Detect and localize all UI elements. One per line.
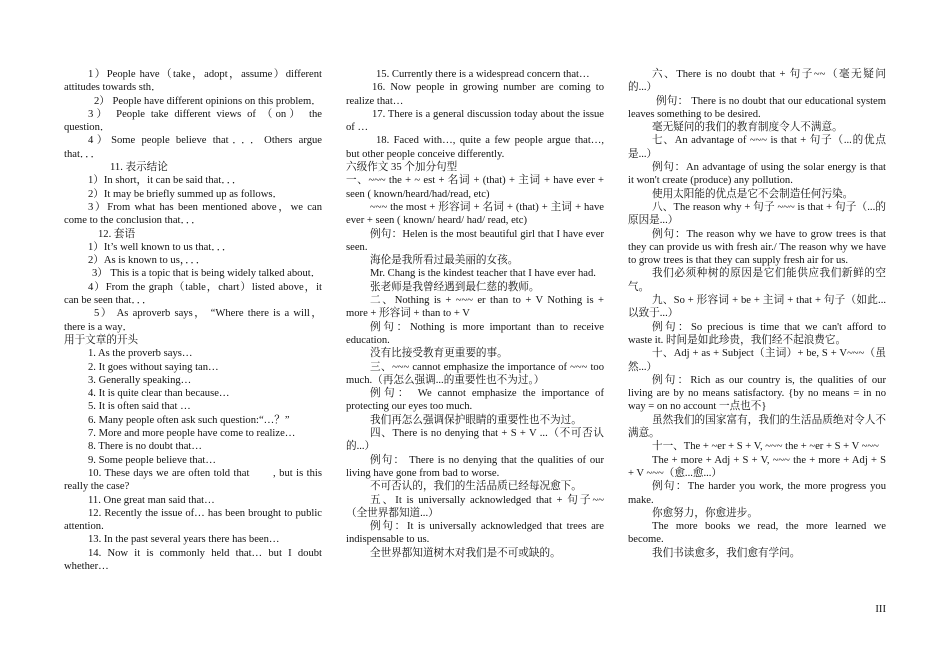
paragraph: 十一、The + ~er + S + V, ~~~ the + ~er + S + V ~~~ [652,441,879,453]
paragraph: 我们书读愈多，我们愈有学问。 [652,547,801,559]
paragraph: 我们再怎么强调保护眼睛的重要性也不为过。 [370,414,582,426]
paragraph: 18. Faced with…, quite a few people argue that…, but other people conceive differently. [346,135,604,160]
paragraph: 例句：Rich as our country is, the qualities of our living are by no means satisfactory. {by no means = in no way = on no account 一点也不} [628,374,886,413]
paragraph: 八、The reason why + 句子 ~~~ is that + 句子（...的原因是...） [628,201,886,227]
paragraph: The more books we read, the more learned we become. [628,521,886,546]
paragraph: 10. These days we are often told that , but is this really the case? [64,467,322,493]
paragraph: 2） People have different opinions on this problem． [94,95,322,107]
paragraph: 17. There is a general discussion today about the issue of … [346,108,604,134]
paragraph: 16. Now people in growing number are coming to realize that… [346,82,604,107]
paragraph: 例句： There is no denying that the qualities of our living have gone from bad to worse. [346,454,604,479]
paragraph: The + more + Adj + S + V, ~~~ the + more + Adj + S + V ~~~（愈...愈...） [628,454,886,479]
paragraph: 4）From the graph（table，chart）listed above，it can be seen that．．． [64,281,322,307]
paragraph: 例句： There is no doubt that our educational system leaves something to be desired. [628,95,886,120]
paragraph: 8. There is no doubt that… [88,441,202,453]
paragraph: 2. It goes without saying tan… [88,361,219,373]
paragraph: 我们必须种树的原因是它们能供应我们新鲜的空气。 [628,268,886,293]
paragraph: 没有比接受教育更重要的事。 [370,348,508,360]
paragraph: 一、~~~ the + ~ est + 名词 + (that) + 主词 + have ever + seen ( known/heard/had/read, etc) [346,175,604,200]
paragraph: 4. It is quite clear than because… [88,388,230,400]
paragraph: 7. More and more people have come to realize… [88,428,296,440]
paragraph: 虽然我们的国家富有，我们的生活品质绝对令人不满意。 [628,414,886,440]
paragraph: ~~~ the most + 形容词 + 名词 + (that) + 主词 + have ever + seen ( known/ heard/ had/ read, etc) [346,201,604,227]
paragraph: 九、So + 形容词 + be + 主词 + that + 句子（如此...以致于...） [628,295,886,320]
paragraph: 三、~~~ cannot emphasize the importance of ~~~ too much.（再怎么强调...的重要性也不为过。） [346,361,604,386]
paragraph: 13. In the past several years there has been… [88,534,280,546]
paragraph: 六级作文 35 个加分句型 [346,162,458,174]
paragraph: 1）People have（take，adopt，assume）different attitudes towards sth． [64,69,322,94]
paragraph: 1. As the proverb says… [88,348,193,360]
paragraph: 11. 表示结论 [110,162,168,174]
paragraph: 15. Currently there is a widespread concern that… [376,69,590,80]
paragraph: 例句：Nothing is more important than to receive education. [346,321,604,346]
paragraph: 五、It is universally acknowledged that + 句子~~（全世界都知道...） [346,494,604,519]
paragraph: 11. One great man said that… [88,494,215,506]
paragraph: 5） As aproverb says， “Where there is a will，there is a way． [64,308,322,333]
paragraph: 3. Generally speaking… [88,374,192,386]
paragraph: 你愈努力，你愈进步。 [652,507,758,519]
text-column-middle [346,68,604,560]
paragraph: 张老师是我曾经遇到最仁慈的教师。 [370,281,540,293]
paragraph: 不可否认的，我们的生活品质已经每况愈下。 [370,481,582,493]
paragraph: 例句：So precious is time that we can't afford to waste it. 时间是如此珍贵，我们经不起浪费它。 [628,321,886,346]
paragraph: 四、There is no denying that + S + V ...（不可否认的...） [346,428,604,453]
paragraph: 3）From what has been mentioned above，we can come to the conclusion that．．． [64,201,322,227]
paragraph: 14. Now it is commonly held that… but I doubt whether… [64,547,322,572]
paragraph: 3） People take different views of （on） the question． [64,108,322,134]
paragraph: 12. Recently the issue of… has been brought to public attention. [64,507,322,533]
paragraph: 例句：The harder you work, the more progress you make. [628,481,886,506]
paragraph: 毫无疑问的我们的教育制度令人不满意。 [652,122,843,134]
paragraph: 5. It is often said that … [88,401,191,413]
paragraph: 3） This is a topic that is being widely talked about． [92,268,322,280]
paragraph: 二、Nothing is + ~~~ er than to + V Nothing is + more + 形容词 + than to + V [346,295,604,320]
paragraph: 使用太阳能的优点是它不会制造任何污染。 [652,188,854,200]
paragraph: 12. 套语 [98,228,136,240]
paragraph: Mr. Chang is the kindest teacher that I have ever had. [370,268,596,280]
paragraph: 全世界都知道树木对我们是不可或缺的。 [370,547,561,559]
text-column-right [628,68,886,560]
paragraph: 例句：The reason why we have to grow trees is that they can provide us with fresh air./ The reason why we have to grow trees is that they can supply fresh air for us. [628,228,886,267]
paragraph: 1）In short，it can be said that．．． [88,175,243,187]
paragraph: 1）It’s well known to us that．．． [88,241,233,253]
paragraph: 2）As is known to us，．．． [88,255,207,267]
paragraph: 4）Some people believe that．．．Others argue that．．． [64,135,322,160]
paragraph: 例句：An advantage of using the solar energy is that it won't create (produce) any pollution. [628,162,886,187]
paragraph: 2）It may be briefly summed up as follows． [88,188,284,200]
page-number: III [875,604,886,615]
paragraph: 用于文章的开头 [64,334,139,346]
paragraph: 海伦是我所看过最美丽的女孩。 [370,255,519,267]
paragraph: 六、There is no doubt that + 句子~~（毫无疑问的...） [628,69,886,94]
paragraph: 例句：It is universally acknowledged that trees are indispensable to us. [346,521,604,546]
text-column-left [64,68,322,573]
paragraph: 6. Many people often ask such question:“…？” [88,414,290,426]
paragraph: 例句： We cannot emphasize the importance of protecting our eyes too much. [346,388,604,413]
paragraph: 例句：Helen is the most beautiful girl that I have ever seen. [346,228,604,253]
paragraph: 9. Some people believe that… [88,454,216,466]
paragraph: 十、Adj + as + Subject（主词）+ be, S + V~~~（虽然...） [628,348,886,373]
paragraph: 七、An advantage of ~~~ is that + 句子（...的优点是...） [628,135,886,160]
